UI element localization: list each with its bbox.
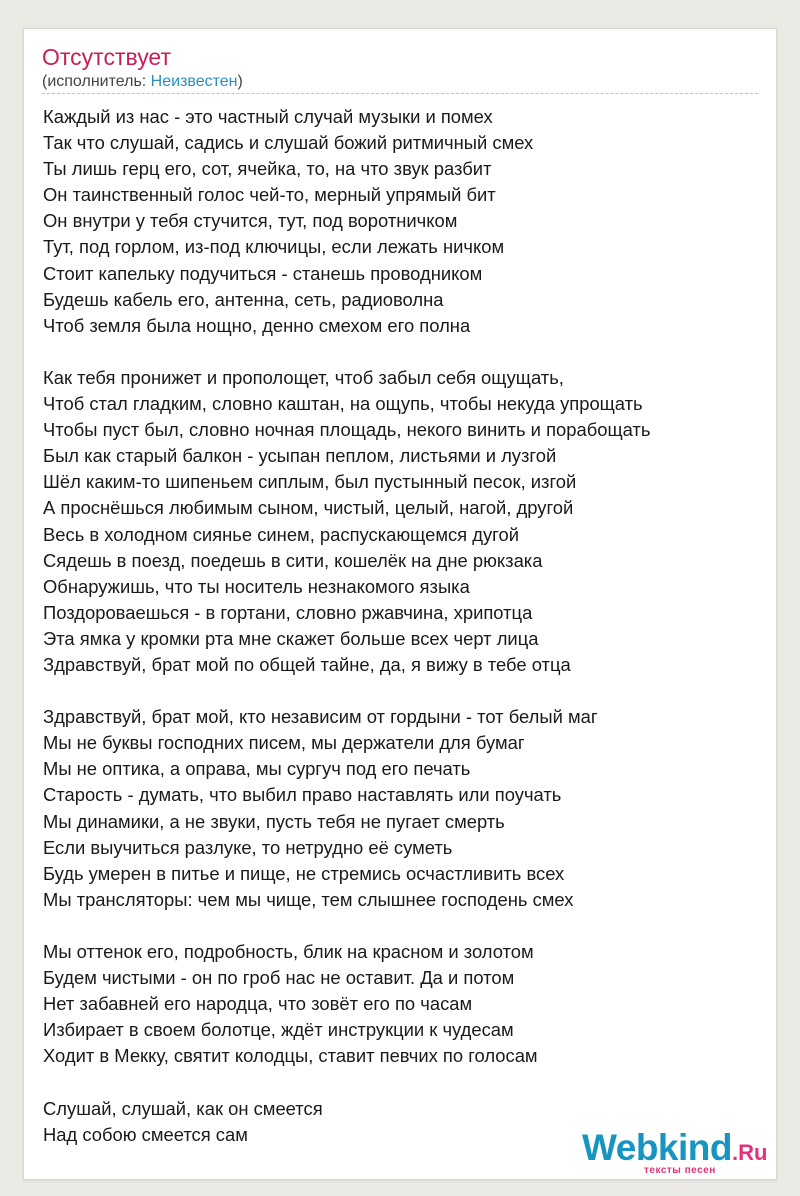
lyric-line: Чтобы пуст был, словно ночная площадь, некого винить и порабощать	[43, 419, 651, 441]
stanza-break	[43, 678, 763, 704]
logo-main-text: Webkind	[582, 1127, 732, 1168]
lyric-line: Над собою смеется сам	[43, 1123, 248, 1145]
lyric-line: Ты лишь герц его, сот, ячейка, то, на что звук разбит	[43, 158, 492, 180]
lyric-line: Ходит в Мекку, святит колодцы, ставит певчих по голосам	[43, 1045, 538, 1067]
lyric-line: Слушай, слушай, как он смеется	[43, 1097, 323, 1119]
lyric-line: Стоит капельку подучиться - станешь проводником	[43, 262, 483, 284]
lyric-line: Весь в холодном сиянье синем, распускающемся дугой	[43, 523, 519, 545]
lyric-line: Так что слушай, садись и слушай божий ритмичный смех	[43, 132, 534, 154]
lyrics-text	[43, 104, 763, 1148]
lyric-line: Здравствуй, брат мой по общей тайне, да, я вижу в тебе отца	[43, 653, 571, 675]
lyric-line: Чтоб стал гладким, словно каштан, на ощупь, чтобы некуда упрощать	[43, 393, 643, 415]
lyric-line: Шёл каким-то шипеньем сиплым, был пустынный песок, изгой	[43, 471, 577, 493]
lyric-line: Каждый из нас - это частный случай музыки и помех	[43, 106, 493, 127]
lyric-line: Он таинственный голос чей-то, мерный упрямый бит	[43, 184, 496, 206]
performer-line	[42, 72, 243, 92]
lyric-line: Избирает в своем болотце, ждёт инструкции к чудесам	[43, 1019, 514, 1041]
lyric-line: А проснёшься любимым сыном, чистый, целый, нагой, другой	[43, 497, 574, 519]
lyric-line: Мы не буквы господних писем, мы держатели для бумаг	[43, 732, 525, 754]
song-title: Отсутствует	[42, 44, 171, 70]
performer-link[interactable]: Неизвестен	[150, 73, 238, 90]
lyric-line: Нет забавней его народца, что зовёт его по часам	[43, 993, 473, 1015]
logo-subtitle: тексты песен	[644, 1165, 716, 1176]
lyric-line: Как тебя пронижет и прополощет, чтоб забыл себя ощущать,	[43, 366, 564, 388]
lyric-line: Сядешь в поезд, поедешь в сити, кошелёк на дне рюкзака	[43, 549, 543, 571]
lyric-line: Тут, под горлом, из-под ключицы, если лежать ничком	[43, 236, 505, 258]
lyric-line: Эта ямка у кромки рта мне скажет больше всех черт лица	[43, 627, 539, 649]
stanza-break	[43, 339, 763, 365]
lyric-line: Обнаружишь, что ты носитель незнакомого языка	[43, 575, 470, 597]
lyric-line: Старость - думать, что выбил право наставлять или поучать	[43, 784, 562, 806]
lyric-line: Поздороваешься - в гортани, словно ржавчина, хрипотца	[43, 601, 533, 623]
lyric-line: Он внутри у тебя стучится, тут, под воротничком	[43, 210, 458, 232]
lyric-line: Если выучиться разлуке, то нетрудно её суметь	[43, 836, 453, 858]
lyric-line: Мы оттенок его, подробность, блик на красном и золотом	[43, 941, 534, 962]
site-logo[interactable]	[582, 1126, 774, 1178]
performer-suffix: )	[237, 73, 243, 90]
title-divider	[42, 93, 758, 94]
stanza-break	[43, 1069, 763, 1095]
lyric-line: Мы динамики, а не звуки, пусть тебя не пугает смерть	[43, 810, 505, 832]
performer-prefix: (исполнитель:	[42, 73, 151, 90]
lyric-line: Был как старый балкон - усыпан пеплом, листьями и лузгой	[43, 445, 557, 467]
stanza-break	[43, 913, 763, 939]
lyric-line: Мы не оптика, а оправа, мы сургуч под его печать	[43, 758, 471, 780]
lyric-line: Чтоб земля была нощно, денно смехом его полна	[43, 314, 471, 336]
lyric-line: Будешь кабель его, антенна, сеть, радиоволна	[43, 288, 444, 310]
lyric-line: Мы трансляторы: чем мы чище, тем слышнее господень смех	[43, 888, 574, 910]
logo-tld-text: .Ru	[732, 1140, 768, 1165]
lyric-line: Будь умерен в питье и пище, не стремись осчастливить всех	[43, 862, 565, 884]
lyric-line: Здравствуй, брат мой, кто независим от гордыни - тот белый маг	[43, 706, 598, 728]
lyric-line: Будем чистыми - он по гроб нас не оставит. Да и потом	[43, 967, 515, 989]
